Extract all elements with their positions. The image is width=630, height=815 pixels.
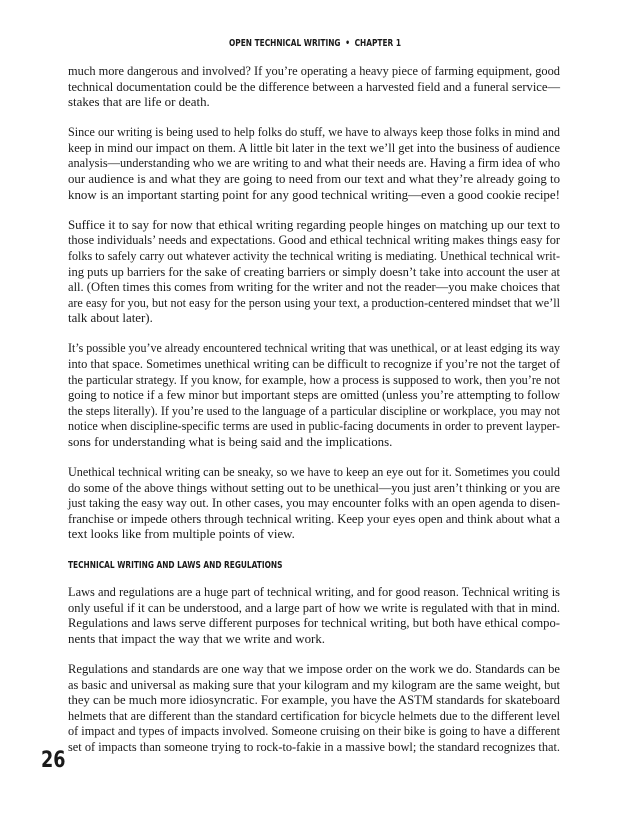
header-separator: • — [345, 38, 350, 49]
page-number: 26 — [41, 748, 66, 773]
section-paragraph-2: Regulations and standards are one way that we impose order on the work we do. Standards can be as basic and universal as making sure that your kilogram and my kilogram are the same weight, but they can be much more idiosyncratic. For example, you have the ASTM standards for skateboard helmets that are different than the standard certification for bicycle helmets due to the different level of impact and types of impacts involved. Someone cruising on their bike is going to have a different set of impacts than someone trying to rock-to-fakie in a massive bowl; the standard recognizes that. — [68, 662, 560, 754]
running-header — [69, 38, 560, 49]
paragraph-1: much more dangerous and involved? If you’re operating a heavy piece of farming equipment, good technical documentation could be the difference between a harvested field and a funeral service— stakes that are life or death. — [68, 64, 560, 110]
section-paragraph-1: Laws and regulations are a huge part of technical writing, and for good reason. Technical writing is only useful if it can be understood, and a large part of how we write is regulated with that in mind. Regulations and laws serve different purposes for technical writing, but both have ethical compo- nents that impact the way that we write and work. — [68, 585, 560, 646]
section-heading: TECHNICAL WRITING AND LAWS AND REGULATIONS — [68, 559, 283, 571]
paragraph-2: Since our writing is being used to help folks do stuff, we have to always keep those folks in mind and keep in mind our impact on them. A little bit later in the text we’ll get into the business of audience analysis—understanding who we are writing to and what their needs are. Having a firm idea of who our audience is and what they are going to need from our text and what they’re already going to know is an important starting point for any good technical writing—even a good cookie recipe! — [68, 125, 560, 202]
body-text — [68, 64, 560, 770]
paragraph-3: Suffice it to say for now that ethical writing regarding people hinges on matching up our text to those individuals’ needs and expectations. Good and ethical technical writing makes things easy for folks to safely carry out whatever activity the technical writing is mediating. Unethical technical writ- ing puts up barriers for the sake of creating barriers or simply doesn’t take into account the user at all. (Often times this comes from writing for the writer and not the reader—you make choices that are easy for you, but not easy for the person using your text, a production-centered mindset that we’ll talk about later). — [68, 217, 560, 326]
chapter-label: CHAPTER 1 — [354, 38, 401, 49]
paragraph-5: Unethical technical writing can be sneaky, so we have to keep an eye out for it. Sometimes you could do some of the above things without setting out to be unethical—you just aren’t thinking or you are just taking the easy way out. In other cases, you may encounter folks with an open agenda to disen- franchise or impede others through technical writing. Keep your eyes open and think about what a text looks like from multiple points of view. — [68, 465, 560, 542]
book-title: OPEN TECHNICAL WRITING — [229, 38, 341, 49]
paragraph-4: It’s possible you’ve already encountered technical writing that was unethical, or at least edging its way into that space. Sometimes unethical writing can be difficult to recognize if you’re not the target of the particular strategy. If you know, for example, how a process is supposed to work, then you’re not going to notice if a few minor but important steps are omitted (unless you’re attempting to follow the steps literally). If you’re used to the language of a particular discipline or workplace, you may not notice when discipline-specific terms are used in public-facing documents in order to prevent layper- sons for understanding what is being said and the implications. — [68, 341, 560, 449]
